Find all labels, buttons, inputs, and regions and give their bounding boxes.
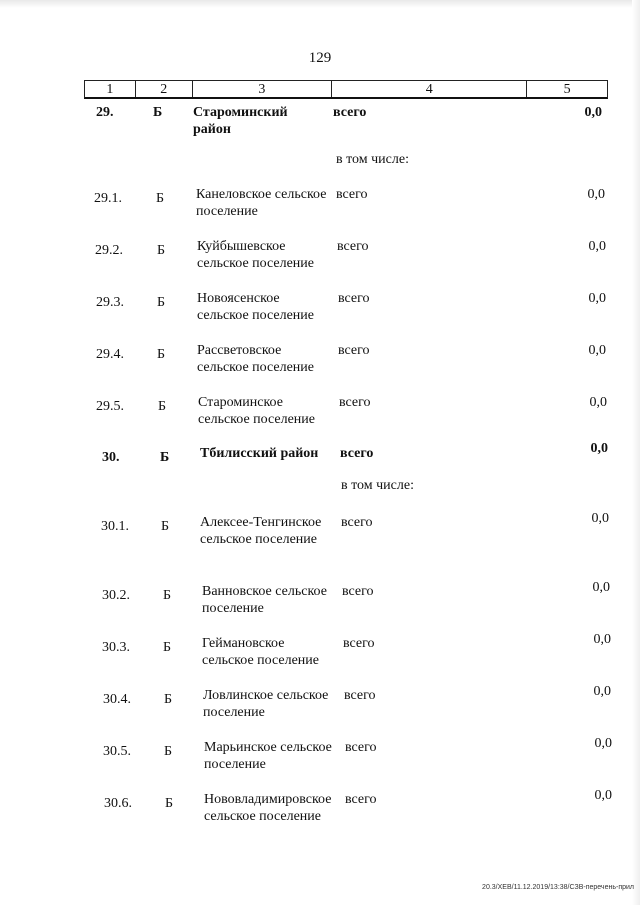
row-value: 0,0 xyxy=(590,441,608,456)
footer-doc-id: 20.3/XEB/11.12.2019/13:38/СЗВ-перечень-прил xyxy=(482,884,634,891)
column-header-4: 4 xyxy=(332,81,527,97)
row-number: 29.2. xyxy=(95,243,123,258)
row-value: 0,0 xyxy=(588,239,606,254)
row-value: 0,0 xyxy=(584,105,602,120)
row-kind: всего xyxy=(339,395,371,410)
subheading-including: в том числе: xyxy=(336,152,409,167)
row-kind: всего xyxy=(341,515,373,530)
row-kind: всего xyxy=(345,792,377,807)
row-value: 0,0 xyxy=(592,580,610,595)
column-header-3: 3 xyxy=(193,81,332,97)
row-number: 29.1. xyxy=(94,191,122,206)
row-name: Канеловское сельское поселение xyxy=(196,187,327,219)
row-category: Б xyxy=(156,191,165,206)
row-value: 0,0 xyxy=(587,187,605,202)
row-number: 30.1. xyxy=(101,519,129,534)
row-number: 30.2. xyxy=(102,588,130,603)
row-name: Новоясенское сельское поселение xyxy=(197,291,314,323)
scan-edge-top xyxy=(0,0,640,8)
row-kind: всего xyxy=(345,740,377,755)
subheading-including: в том числе: xyxy=(341,478,414,493)
row-number: 30. xyxy=(102,450,120,465)
row-name: Геймановское сельское поселение xyxy=(202,636,319,668)
row-value: 0,0 xyxy=(588,291,606,306)
row-category: Б xyxy=(161,519,170,534)
row-number: 29.5. xyxy=(96,399,124,414)
column-header-1: 1 xyxy=(85,81,136,97)
row-category: Б xyxy=(157,243,166,258)
row-number: 30.4. xyxy=(103,692,131,707)
row-name: Нововладимировское сельское поселение xyxy=(204,792,332,824)
row-value: 0,0 xyxy=(591,511,609,526)
row-number: 29.3. xyxy=(96,295,124,310)
row-category: Б xyxy=(153,105,163,120)
row-number: 30.3. xyxy=(102,640,130,655)
row-name: Староминское сельское поселение xyxy=(198,395,315,427)
row-kind: всего xyxy=(343,636,375,651)
row-name: Староминский район xyxy=(193,105,288,137)
row-value: 0,0 xyxy=(593,632,611,647)
row-kind: всего xyxy=(333,105,367,120)
row-value: 0,0 xyxy=(594,788,612,803)
row-number: 29. xyxy=(96,105,114,120)
row-category: Б xyxy=(160,450,170,465)
row-kind: всего xyxy=(340,446,374,461)
row-category: Б xyxy=(164,744,173,759)
row-name: Ловлинское сельское поселение xyxy=(203,688,329,720)
column-header-5: 5 xyxy=(563,82,571,97)
row-number: 29.4. xyxy=(96,347,124,362)
row-category: Б xyxy=(165,796,174,811)
row-value: 0,0 xyxy=(594,736,612,751)
row-category: Б xyxy=(157,295,166,310)
row-value: 0,0 xyxy=(588,343,606,358)
row-kind: всего xyxy=(338,343,370,358)
row-name: Рассветовское сельское поселение xyxy=(197,343,314,375)
row-name: Тбилисский район xyxy=(200,446,319,461)
row-name: Куйбышевское сельское поселение xyxy=(197,239,314,271)
row-number: 30.5. xyxy=(103,744,131,759)
row-kind: всего xyxy=(336,187,368,202)
page-number: 129 xyxy=(308,50,332,66)
column-header-2: 2 xyxy=(136,81,193,97)
row-category: Б xyxy=(157,347,166,362)
row-value: 0,0 xyxy=(589,395,607,410)
row-kind: всего xyxy=(344,688,376,703)
row-name: Ванновское сельское поселение xyxy=(202,584,327,616)
scan-edge-right xyxy=(632,0,640,905)
row-kind: всего xyxy=(342,584,374,599)
table-header xyxy=(84,80,608,99)
row-kind: всего xyxy=(337,239,369,254)
row-number: 30.6. xyxy=(104,796,132,811)
row-category: Б xyxy=(164,692,173,707)
row-category: Б xyxy=(163,588,172,603)
row-value: 0,0 xyxy=(593,684,611,699)
row-category: Б xyxy=(163,640,172,655)
row-category: Б xyxy=(158,399,167,414)
row-name: Алексее-Тенгинское сельское поселение xyxy=(200,515,322,547)
row-name: Марьинское сельское поселение xyxy=(204,740,332,772)
row-kind: всего xyxy=(338,291,370,306)
